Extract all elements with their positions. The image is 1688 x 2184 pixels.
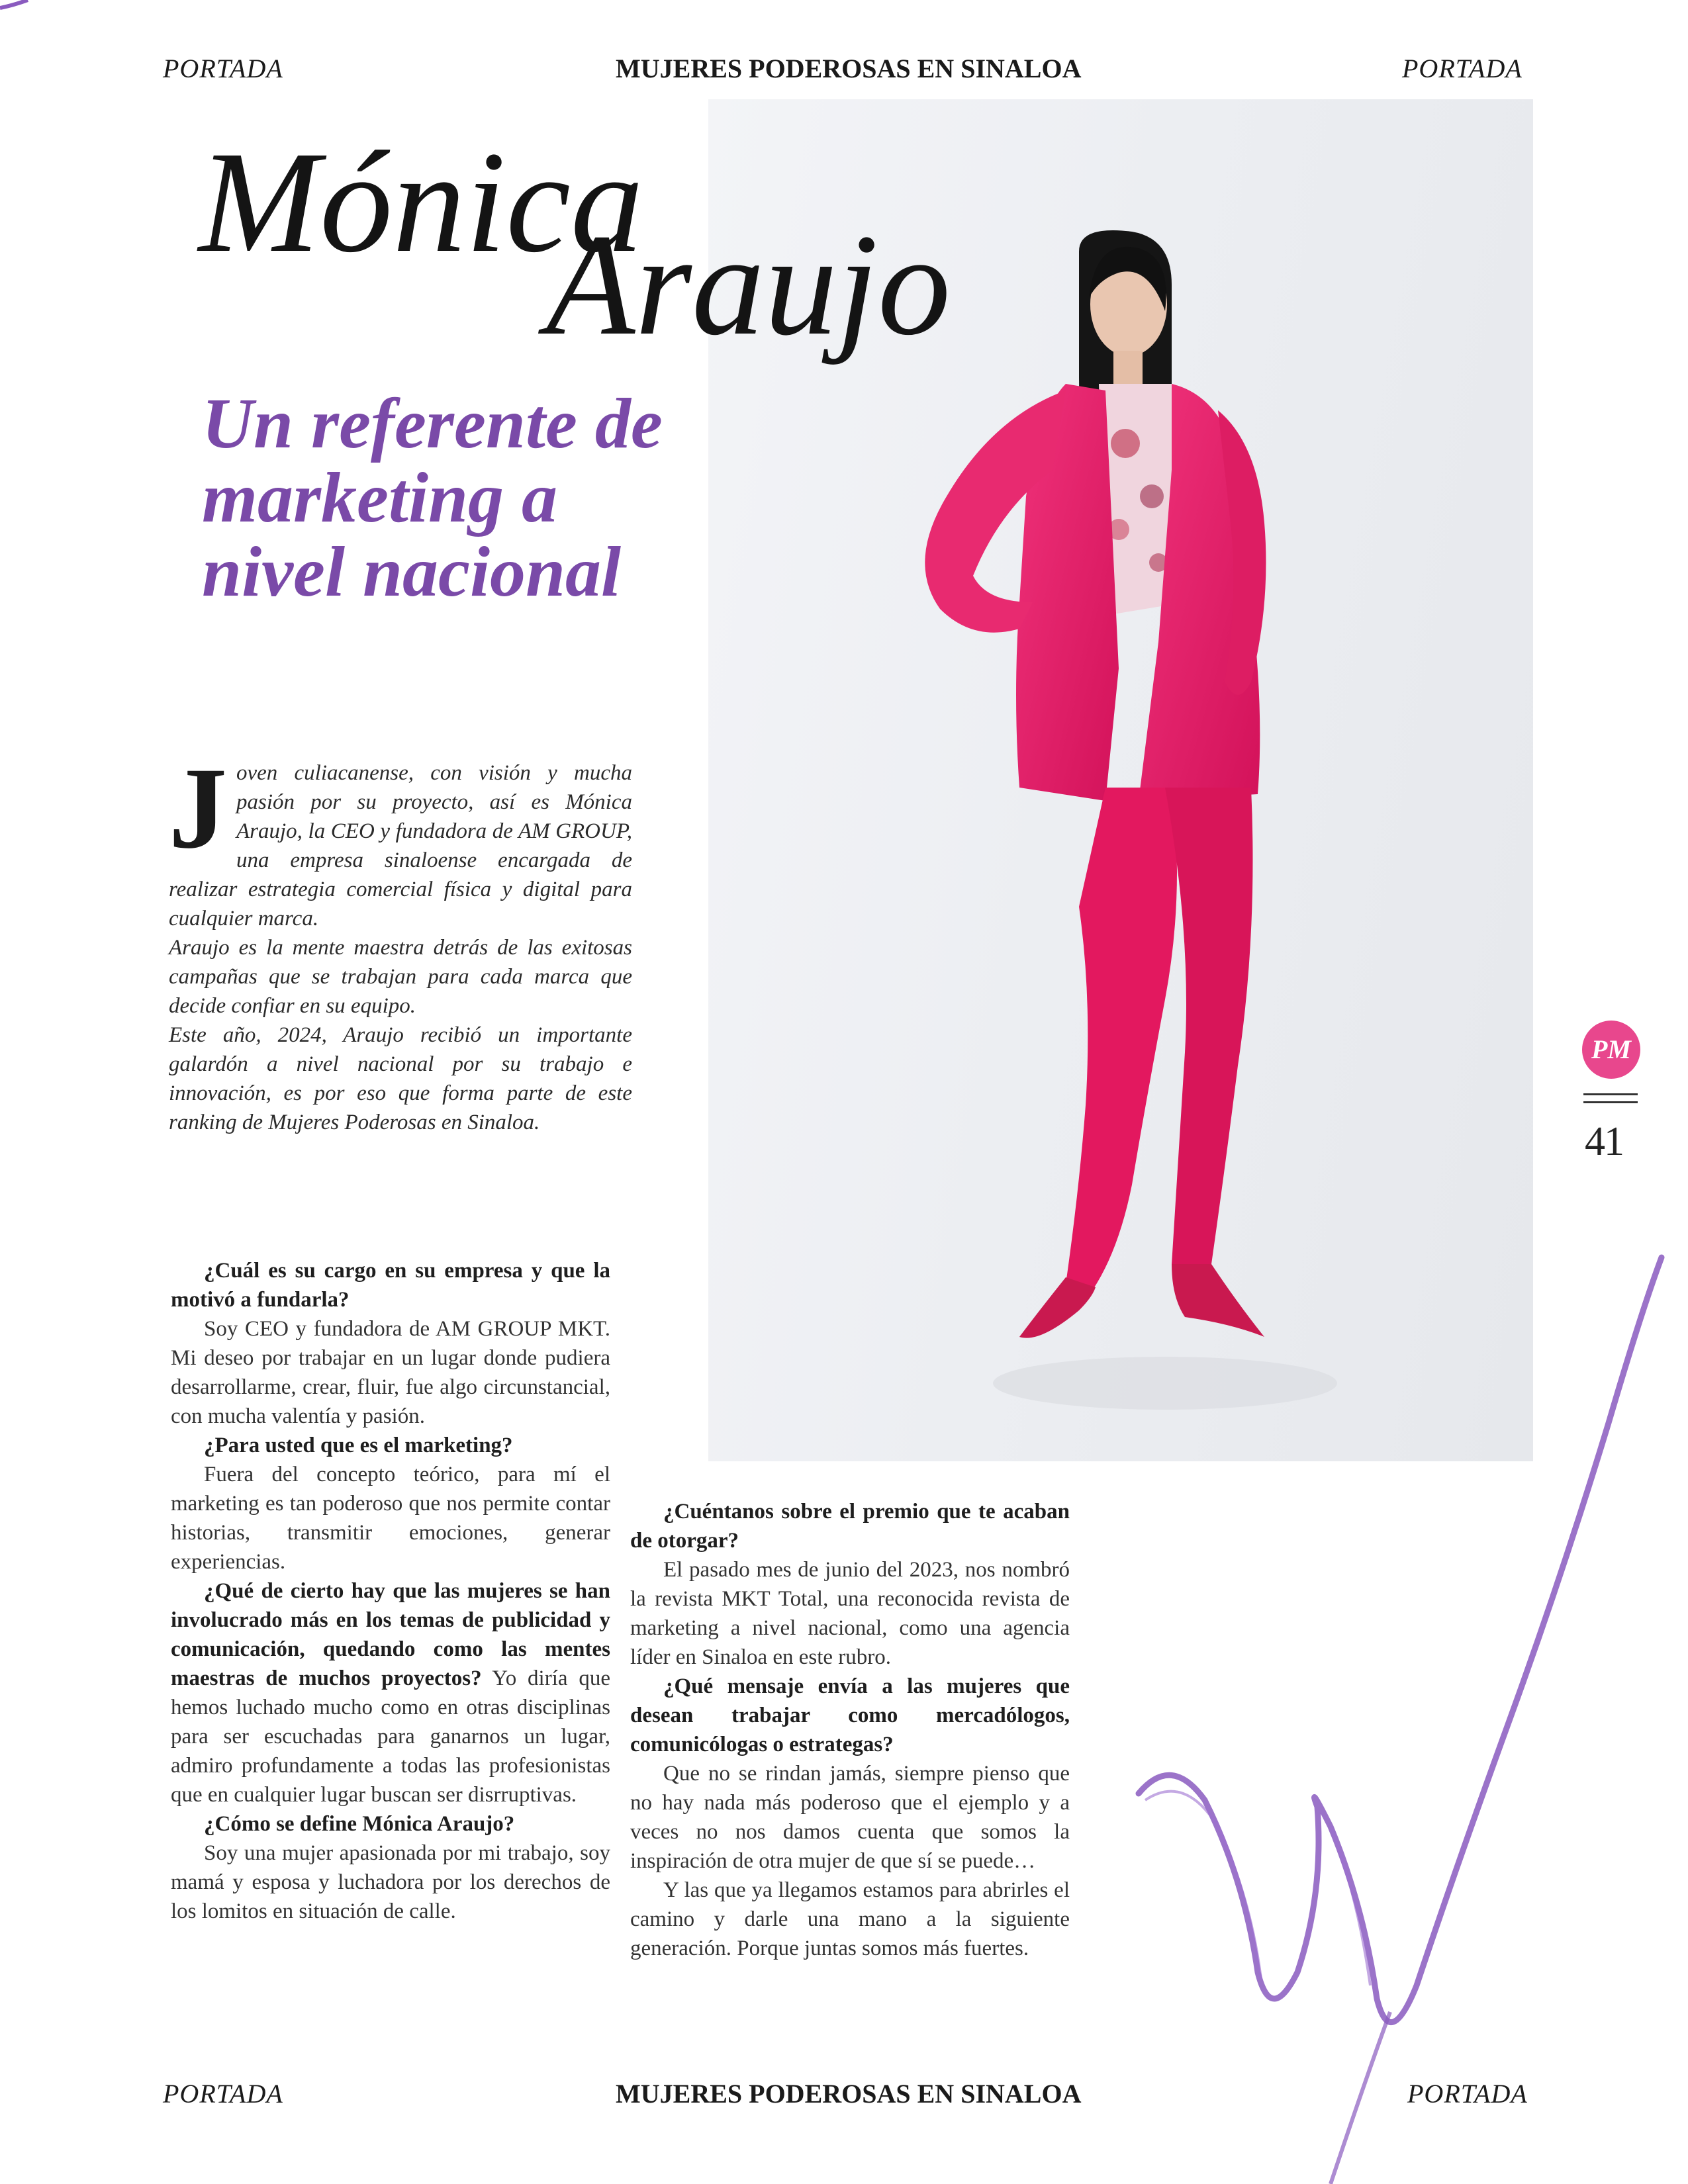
intro-paragraph-3: Este año, 2024, Araujo recibió un importante galardón a nivel nacional por su trabajo e innovación, es por eso que forma parte de este ranking de Mujeres Poderosas en Sinaloa. — [169, 1023, 632, 1134]
answer-premio: El pasado mes de junio del 2023, nos nombró la revista MKT Total, una reconocida revista de marketing a nivel nacional, como una agencia líder en Sinaloa en este rubro. — [630, 1558, 1070, 1669]
question-mensaje: ¿Qué mensaje envía a las mujeres que desean trabajar como mercadólogos, comunicólogas o estrategas? — [630, 1674, 1070, 1756]
answer-mensaje-2: Y las que ya llegamos estamos para abrirles el camino y darle una mano a la siguiente generación. Porque juntas somos más fuertes. — [630, 1878, 1070, 1960]
answer-mujeres: Yo diría que hemos luchado mucho como en otras disciplinas para ser escuchadas para ganarnos un lugar, admiro profundamente a todas las profesionistas que en cualquier lugar buscan ser disrruptivas. — [171, 1666, 610, 1807]
pm-logo-badge: PM — [1582, 1021, 1640, 1079]
title-first-name: Mónica — [199, 121, 644, 283]
header-section-left: PORTADA — [163, 54, 283, 83]
footer-magazine-title: MUJERES PODEROSAS EN SINALOA — [616, 2079, 1082, 2109]
question-premio: ¿Cuéntanos sobre el premio que te acaban de otorgar? — [630, 1500, 1070, 1553]
question-define: ¿Cómo se define Mónica Araujo? — [204, 1812, 515, 1836]
header-section-right: PORTADA — [1402, 54, 1523, 83]
title-last-name: Araujo — [546, 204, 951, 365]
header-magazine-title: MUJERES PODEROSAS EN SINALOA — [616, 54, 1082, 83]
subtitle: Un referente de marketing a nivel nacional — [202, 385, 663, 612]
answer-cargo: Soy CEO y fundadora de AM GROUP MKT. Mi deseo por trabajar en un lugar donde pudiera desarrollarme, crear, fluir, fue algo circunstancial, con mucha valentía y pasión. — [171, 1317, 610, 1428]
question-cargo: ¿Cuál es su cargo en su empresa y que la motivó a fundarla? — [171, 1259, 610, 1312]
question-mujeres: ¿Qué de cierto hay que las mujeres se han involucrado más en los temas de publicidad y comunicación, quedando como las mentes maestras de muchos proyectos? — [171, 1579, 610, 1690]
footer-section-right: PORTADA — [1407, 2079, 1528, 2109]
intro-paragraph-2: Araujo es la mente maestra detrás de las exitosas campañas que se trabajan para cada marca que decide confiar en su equipo. — [169, 936, 632, 1018]
intro-paragraph-1: oven culiacanense, con visión y mucha pasión por su proyecto, así es Mónica Araujo, la CEO y fundadora de AM GROUP, una empresa sinaloense encargada de realizar estrategia comercial física y digital para cualquier marca. — [169, 761, 632, 931]
answer-marketing: Fuera del concepto teórico, para mí el marketing es tan poderoso que nos permite contar historias, transmitir emociones, generar experiencias. — [171, 1463, 610, 1574]
footer-section-left: PORTADA — [163, 2079, 283, 2109]
page-number: 41 — [1585, 1119, 1623, 1164]
answer-mensaje: Que no se rindan jamás, siempre pienso que no hay nada más poderoso que el ejemplo y a veces no nos damos cuenta que somos la inspiración de otra mujer de que sí se puede… — [630, 1762, 1070, 1873]
question-marketing: ¿Para usted que es el marketing? — [204, 1433, 513, 1457]
drop-cap: J — [169, 744, 227, 873]
answer-define: Soy una mujer apasionada por mi trabajo, soy mamá y esposa y luchadora por los derechos de los lomitos en situación de calle. — [171, 1841, 610, 1923]
